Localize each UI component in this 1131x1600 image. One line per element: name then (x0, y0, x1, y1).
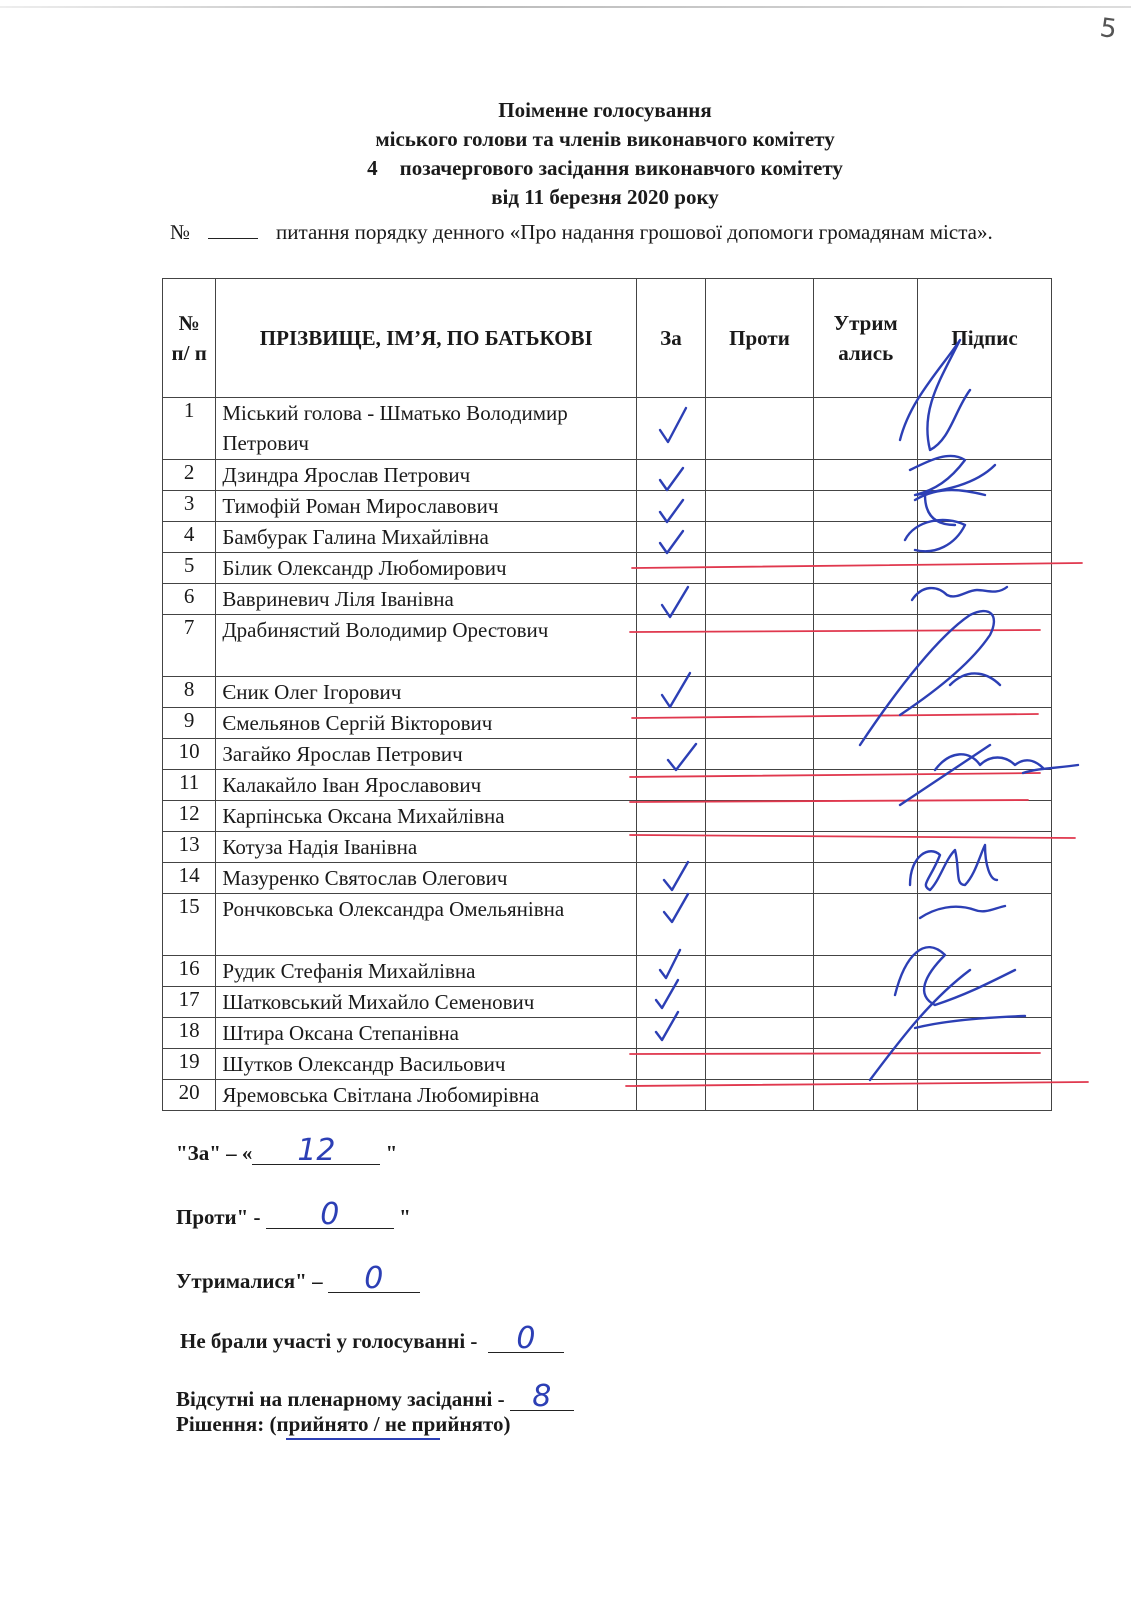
page-number: 5 (1098, 12, 1120, 46)
vote-against-cell (705, 863, 814, 894)
table-row (163, 522, 1052, 553)
table-row (163, 584, 1052, 615)
vote-for-cell (637, 832, 705, 863)
table-row (163, 739, 1052, 770)
vote-against-cell (705, 832, 814, 863)
row-number: 15 (163, 894, 216, 956)
vote-against-cell (705, 584, 814, 615)
roll-call-table (162, 278, 1052, 1111)
vote-abstained-cell (814, 894, 918, 956)
vote-abstained-cell (814, 801, 918, 832)
col-signature-header: Підпис (918, 279, 1052, 398)
signature-cell (918, 863, 1052, 894)
signature-cell (918, 584, 1052, 615)
member-name: Рудик Стефанія Михайлівна (216, 956, 637, 987)
member-name: Бамбурак Галина Михайлівна (216, 522, 637, 553)
row-number: 12 (163, 801, 216, 832)
col-abstained-header: Утрим ались (814, 279, 918, 398)
signature-cell (918, 677, 1052, 708)
member-name: Тимофій Роман Мирославович (216, 491, 637, 522)
signature-cell (918, 832, 1052, 863)
row-number: 20 (163, 1080, 216, 1111)
row-number: 7 (163, 615, 216, 677)
table-row (163, 615, 1052, 677)
summary-for-close: " (385, 1141, 398, 1165)
row-number: 19 (163, 1049, 216, 1080)
question-text: питання порядку денного «Про надання грошової допомоги громадянам міста». (276, 220, 993, 244)
member-name: Штира Оксана Степанівна (216, 1018, 637, 1049)
vote-against-cell (705, 987, 814, 1018)
member-name: Міський голова - Шматько Володимир Петрович (216, 398, 637, 460)
row-number: 4 (163, 522, 216, 553)
member-name: Шатковський Михайло Семенович (216, 987, 637, 1018)
vote-for-cell (637, 894, 705, 956)
summary-abstained-value: 0 (328, 1266, 420, 1293)
table-row (163, 1080, 1052, 1111)
summary-for (176, 1133, 398, 1168)
member-name: Рончковська Олександра Омельянівна (216, 894, 637, 956)
signature-cell (918, 956, 1052, 987)
vote-abstained-cell (814, 1049, 918, 1080)
member-name: Драбинястий Володимир Орестович (216, 615, 637, 677)
agenda-question (170, 218, 1050, 246)
row-number: 13 (163, 832, 216, 863)
vote-abstained-cell (814, 956, 918, 987)
vote-abstained-cell (814, 739, 918, 770)
vote-against-cell (705, 522, 814, 553)
vote-against-cell (705, 801, 814, 832)
table-row (163, 832, 1052, 863)
summary-against (176, 1197, 411, 1232)
vote-abstained-cell (814, 460, 918, 491)
signature-cell (918, 553, 1052, 584)
vote-abstained-cell (814, 832, 918, 863)
vote-against-cell (705, 677, 814, 708)
member-name: Калакайло Іван Ярославович (216, 770, 637, 801)
vote-abstained-cell (814, 863, 918, 894)
vote-against-cell (705, 770, 814, 801)
row-number: 18 (163, 1018, 216, 1049)
col-name-header: ПРІЗВИЩЕ, ІМ’Я, ПО БАТЬКОВІ (216, 279, 637, 398)
question-number-blank (208, 220, 258, 239)
row-number: 17 (163, 987, 216, 1018)
vote-for-cell (637, 1080, 705, 1111)
row-number: 8 (163, 677, 216, 708)
scan-edge (0, 6, 1131, 8)
row-number: 5 (163, 553, 216, 584)
summary-against-label: Проти" - (176, 1205, 261, 1229)
row-number: 9 (163, 708, 216, 739)
vote-abstained-cell (814, 987, 918, 1018)
vote-abstained-cell (814, 522, 918, 553)
vote-for-cell (637, 522, 705, 553)
vote-abstained-cell (814, 1080, 918, 1111)
vote-for-cell (637, 584, 705, 615)
member-name: Дзиндра Ярослав Петрович (216, 460, 637, 491)
vote-for-cell (637, 863, 705, 894)
meeting-number: 4 (367, 156, 378, 180)
member-name: Білик Олександр Любомирович (216, 553, 637, 584)
table-row (163, 677, 1052, 708)
table-row (163, 863, 1052, 894)
row-number: 2 (163, 460, 216, 491)
summary-not-voted (180, 1321, 564, 1356)
decision-line: Рішення: (прийнято / не прийнято) (176, 1412, 511, 1436)
vote-abstained-cell (814, 584, 918, 615)
table-row (163, 491, 1052, 522)
vote-against-cell (705, 1049, 814, 1080)
col-number-header: № п/ п (163, 279, 216, 398)
vote-against-cell (705, 553, 814, 584)
vote-abstained-cell (814, 615, 918, 677)
summary-abstained (176, 1261, 420, 1296)
signature-cell (918, 708, 1052, 739)
vote-for-cell (637, 1049, 705, 1080)
row-number: 1 (163, 398, 216, 460)
title-line-1: Поіменне голосування (498, 98, 712, 122)
vote-against-cell (705, 1080, 814, 1111)
vote-for-cell (637, 987, 705, 1018)
signature-cell (918, 987, 1052, 1018)
table-row (163, 460, 1052, 491)
signature-cell (918, 739, 1052, 770)
vote-against-cell (705, 398, 814, 460)
signature-cell (918, 615, 1052, 677)
vote-against-cell (705, 894, 814, 956)
row-number: 16 (163, 956, 216, 987)
table-row (163, 956, 1052, 987)
member-name: Мазуренко Святослав Олегович (216, 863, 637, 894)
member-name: Карпінська Оксана Михайлівна (216, 801, 637, 832)
row-number: 11 (163, 770, 216, 801)
question-prefix: № (170, 220, 191, 244)
title-line-2: міського голови та членів виконавчого комітету (375, 127, 835, 151)
signature-cell (918, 1018, 1052, 1049)
table-row (163, 770, 1052, 801)
summary-absent-label: Відсутні на пленарному засіданні - (176, 1387, 505, 1411)
table-row (163, 708, 1052, 739)
summary-not-voted-label: Не брали участі у голосуванні - (180, 1329, 478, 1353)
vote-for-cell (637, 398, 705, 460)
signature-cell (918, 460, 1052, 491)
signature-cell (918, 398, 1052, 460)
vote-for-cell (637, 956, 705, 987)
summary-absent (176, 1379, 574, 1414)
vote-against-cell (705, 460, 814, 491)
table-header-row (163, 279, 1052, 398)
document-title (160, 96, 1050, 212)
vote-abstained-cell (814, 677, 918, 708)
member-name: Загайко Ярослав Петрович (216, 739, 637, 770)
vote-against-cell (705, 491, 814, 522)
vote-for-cell (637, 708, 705, 739)
signature-cell (918, 770, 1052, 801)
row-number: 14 (163, 863, 216, 894)
table-row (163, 1049, 1052, 1080)
vote-for-cell (637, 553, 705, 584)
vote-for-cell (637, 1018, 705, 1049)
row-number: 6 (163, 584, 216, 615)
signature-cell (918, 491, 1052, 522)
vote-abstained-cell (814, 708, 918, 739)
signature-cell (918, 1080, 1052, 1111)
summary-for-label: "За" – « (176, 1141, 253, 1165)
decision-underline (286, 1438, 440, 1440)
vote-for-cell (637, 801, 705, 832)
table-row (163, 987, 1052, 1018)
vote-abstained-cell (814, 553, 918, 584)
vote-for-cell (637, 615, 705, 677)
vote-abstained-cell (814, 1018, 918, 1049)
signature-cell (918, 894, 1052, 956)
signature-cell (918, 522, 1052, 553)
summary-against-value: 0 (266, 1202, 394, 1229)
table-row (163, 553, 1052, 584)
vote-against-cell (705, 1018, 814, 1049)
vote-for-cell (637, 739, 705, 770)
vote-abstained-cell (814, 398, 918, 460)
table-row (163, 1018, 1052, 1049)
vote-for-cell (637, 770, 705, 801)
vote-abstained-cell (814, 770, 918, 801)
signature-cell (918, 1049, 1052, 1080)
member-name: Ємельянов Сергій Вікторович (216, 708, 637, 739)
vote-abstained-cell (814, 491, 918, 522)
member-name: Котуза Надія Іванівна (216, 832, 637, 863)
vote-against-cell (705, 708, 814, 739)
row-number: 10 (163, 739, 216, 770)
table-row (163, 894, 1052, 956)
member-name: Яремовська Світлана Любомирівна (216, 1080, 637, 1111)
vote-against-cell (705, 956, 814, 987)
member-name: Шутков Олександр Васильович (216, 1049, 637, 1080)
summary-not-voted-value: 0 (488, 1326, 564, 1353)
member-name: Вавриневич Ліля Іванівна (216, 584, 637, 615)
vote-for-cell (637, 677, 705, 708)
title-line-3 (160, 154, 1050, 183)
col-for-header: За (637, 279, 705, 398)
summary-absent-value: 8 (510, 1384, 574, 1411)
table-row (163, 801, 1052, 832)
member-name: Єник Олег Ігорович (216, 677, 637, 708)
vote-for-cell (637, 460, 705, 491)
vote-against-cell (705, 615, 814, 677)
vote-for-cell (637, 491, 705, 522)
col-against-header: Проти (705, 279, 814, 398)
title-date: від 11 березня 2020 року (491, 185, 719, 209)
table-row (163, 398, 1052, 460)
signature-cell (918, 801, 1052, 832)
summary-for-value: 12 (252, 1138, 380, 1165)
meeting-type: позачергового засідання виконавчого комітету (399, 156, 843, 180)
summary-against-close: " (399, 1205, 411, 1229)
vote-against-cell (705, 739, 814, 770)
summary-abstained-label: Утрималися" – (176, 1269, 323, 1293)
row-number: 3 (163, 491, 216, 522)
